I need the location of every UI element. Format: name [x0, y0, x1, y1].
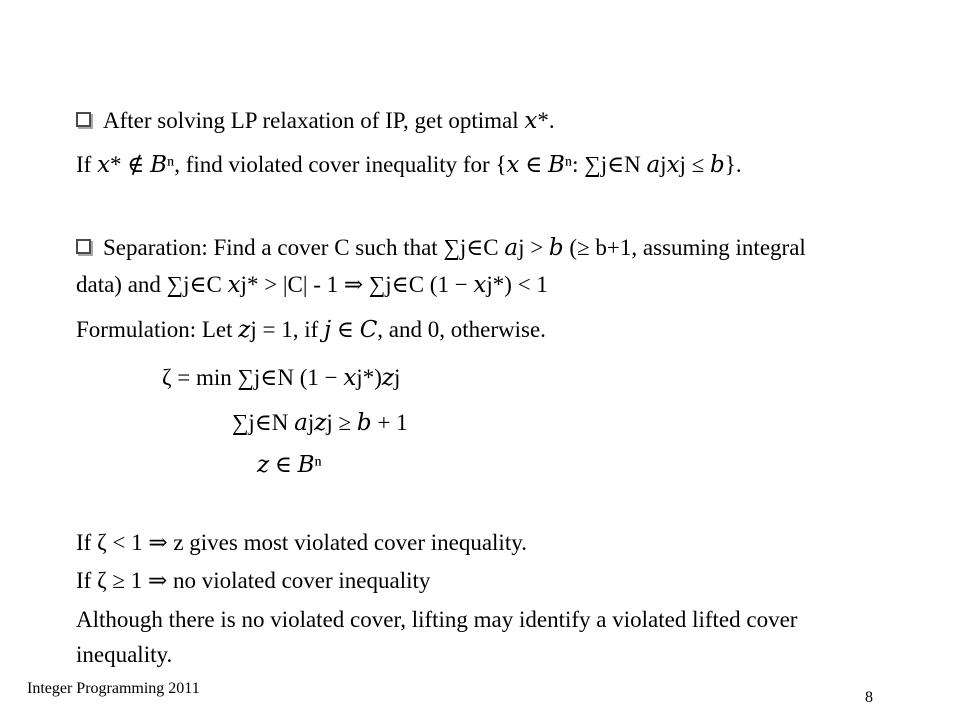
line-if-less: If ζ < 1 ⇒ z gives most violated cover inequality. [76, 530, 527, 555]
line-separation-condition: data) and ∑j∈C 𝑥j* > |C| - 1 ⇒ ∑j∈C (1 − 𝑥j*) < 1 [76, 272, 548, 297]
line-formulation: Formulation: Let 𝑧j = 1, if 𝑗 ∈ 𝐶, and 0, otherwise. [76, 317, 546, 342]
line-if-greater: If ζ ≥ 1 ⇒ no violated cover inequality [76, 568, 431, 593]
line-constraint: ∑j∈N 𝑎j𝑧j ≥ 𝑏 + 1 [232, 410, 408, 435]
line-lp-relaxation: After solving LP relaxation of IP, get optimal 𝑥*. [103, 108, 555, 133]
bullet-square-icon [76, 112, 91, 127]
bullet-square-icon [76, 239, 91, 254]
line-objective: ζ = min ∑j∈N (1 − 𝑥j*)𝑧j [162, 365, 401, 390]
line-although: Although there is no violated cover, lifting may identify a violated lifted cover [76, 607, 798, 632]
page-number: 8 [865, 689, 873, 706]
line-domain: 𝑧 ∈ 𝐵ⁿ [257, 452, 322, 477]
line-separation: Separation: Find a cover C such that ∑j∈C 𝑎j > 𝑏 (≥ b+1, assuming integral [103, 235, 806, 260]
line-find-violated-cover: If 𝑥* ∉ 𝐵ⁿ, find violated cover inequality for {𝑥 ∈ 𝐵ⁿ: ∑j∈N 𝑎j𝑥j ≤ 𝑏}. [76, 152, 742, 177]
line-inequality: inequality. [76, 642, 173, 667]
footer-title: Integer Programming 2011 [27, 680, 200, 697]
